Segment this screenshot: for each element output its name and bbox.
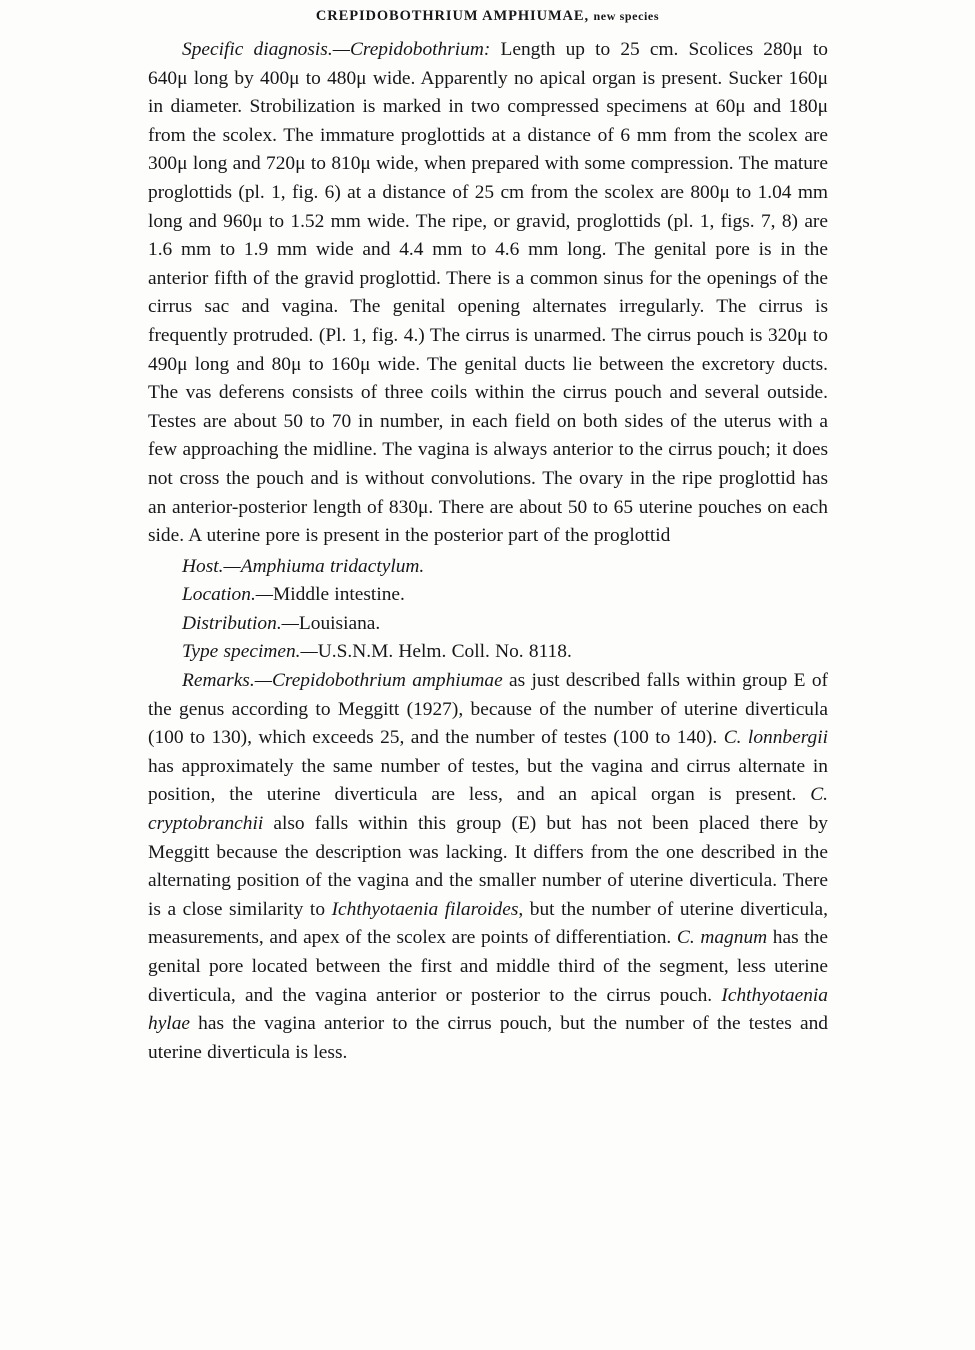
paragraph-remarks [148, 667, 828, 1067]
remarks-species-3: C. cryptobranchii [148, 784, 828, 835]
type-specimen-label: Type specimen.— [182, 641, 318, 663]
specific-diagnosis-label: Specific diagnosis.—Crepidobothrium: [182, 39, 491, 60]
remarks-species-5: C. magnum [676, 927, 768, 949]
running-head-suffix: new species [593, 9, 660, 23]
remarks-text-1: as just described falls within group E of the genus according to Meggitt (1927), because of the number of uterine diverticula (100 to 130), which exceeds 25, and the number of testes (100 to 140). [148, 670, 829, 749]
remarks-text-5: has the genital pore located between the first and middle third of the segment, less uterine diverticula, and the vagina anterior or posterior to the cirrus pouch. [148, 927, 828, 1006]
paragraph-host [148, 553, 828, 582]
distribution-value: Louisiana. [298, 612, 381, 634]
remarks-species-4: Ichthyotaenia filaroides [331, 898, 519, 920]
remarks-species-6: Ichthyotaenia hylae [148, 984, 828, 1035]
running-head [0, 8, 975, 25]
distribution-label: Distribution.— [182, 612, 299, 634]
remarks-text-3: also falls within this group (E) but has not been placed there by Meggitt because the description was lacking. It differs from the one described in the alternating position of the vagina and the smaller number of uterine diverticula. There is a close similarity to [148, 813, 828, 920]
paragraph-distribution [148, 610, 828, 639]
location-label: Location.— [182, 584, 274, 606]
running-head-title: CREPIDOBOTHRIUM AMPHIUMAE, [315, 8, 589, 24]
specific-diagnosis-text: Length up to 25 cm. Scolices 280μ to 640μ long by 400μ to 480μ wide. Apparently no apical organ is present. Sucker 160μ in diameter. Strobilization is marked in two compressed specimens at 60μ and 180μ from the scolex. The immature proglottids at a distance of 6 mm from the scolex are 300μ long and 720μ to 810μ wide, when prepared with some compression. The mature proglottids (pl. 1, fig. 6) at a distance of 25 cm from the scolex are 800μ to 1.04 mm long and 960μ to 1.52 mm wide. The ripe, or gravid, proglottids (pl. 1, figs. 7, 8) are 1.6 mm to 1.9 mm wide and 4.4 mm to 4.6 mm long. The genital pore is in the anterior fifth of the gravid proglottid. There is a common sinus for the openings of the cirrus sac and vagina. The genital opening alternates irregularly. The cirrus is frequently protruded. (Pl. 1, fig. 4.) The cirrus is unarmed. The cirrus pouch is 320μ to 490μ long and 80μ to 160μ wide. The genital ducts lie between the excretory ducts. The vas deferens consists of three coils within the cirrus pouch and several outside. Testes are about 50 to 70 in number, in each field on both sides of the uterus with a few approaching the midline. The vagina is always anterior to the cirrus pouch; it does not cross the pouch and is without convolutions. The ovary in the ripe proglottid has an anterior-posterior length of 830μ. There are about 50 to 65 uterine pouches on each side. A uterine pore is present in the posterior part of the proglottid [148, 39, 828, 547]
remarks-label: Remarks.— [182, 670, 272, 692]
remarks-species-2: C. lonnbergii [723, 727, 829, 749]
type-specimen-value: U.S.N.M. Helm. Coll. No. 8118. [317, 641, 572, 663]
paragraph-specific-diagnosis [148, 36, 828, 551]
host-label: Host.— [182, 555, 241, 577]
remarks-species-name: Crepidobothrium amphiumae [271, 670, 503, 692]
host-value: Amphiuma tridactylum. [240, 555, 425, 577]
remarks-text-6: has the vagina anterior to the cirrus pouch, but the number of the testes and uterine diverticula is less. [148, 1013, 828, 1063]
paragraph-location [148, 581, 828, 610]
location-value: Middle intestine. [273, 584, 405, 606]
remarks-text-2: has approximately the same number of testes, but the vagina and cirrus alternate in position, the uterine diverticula are less, and an apical organ is present. [148, 755, 828, 806]
paragraph-type-specimen [148, 638, 828, 667]
remarks-text-4: , but the number of uterine diverticula, measurements, and apex of the scolex are points of differentiation. [148, 898, 828, 949]
text-column [148, 36, 828, 1067]
